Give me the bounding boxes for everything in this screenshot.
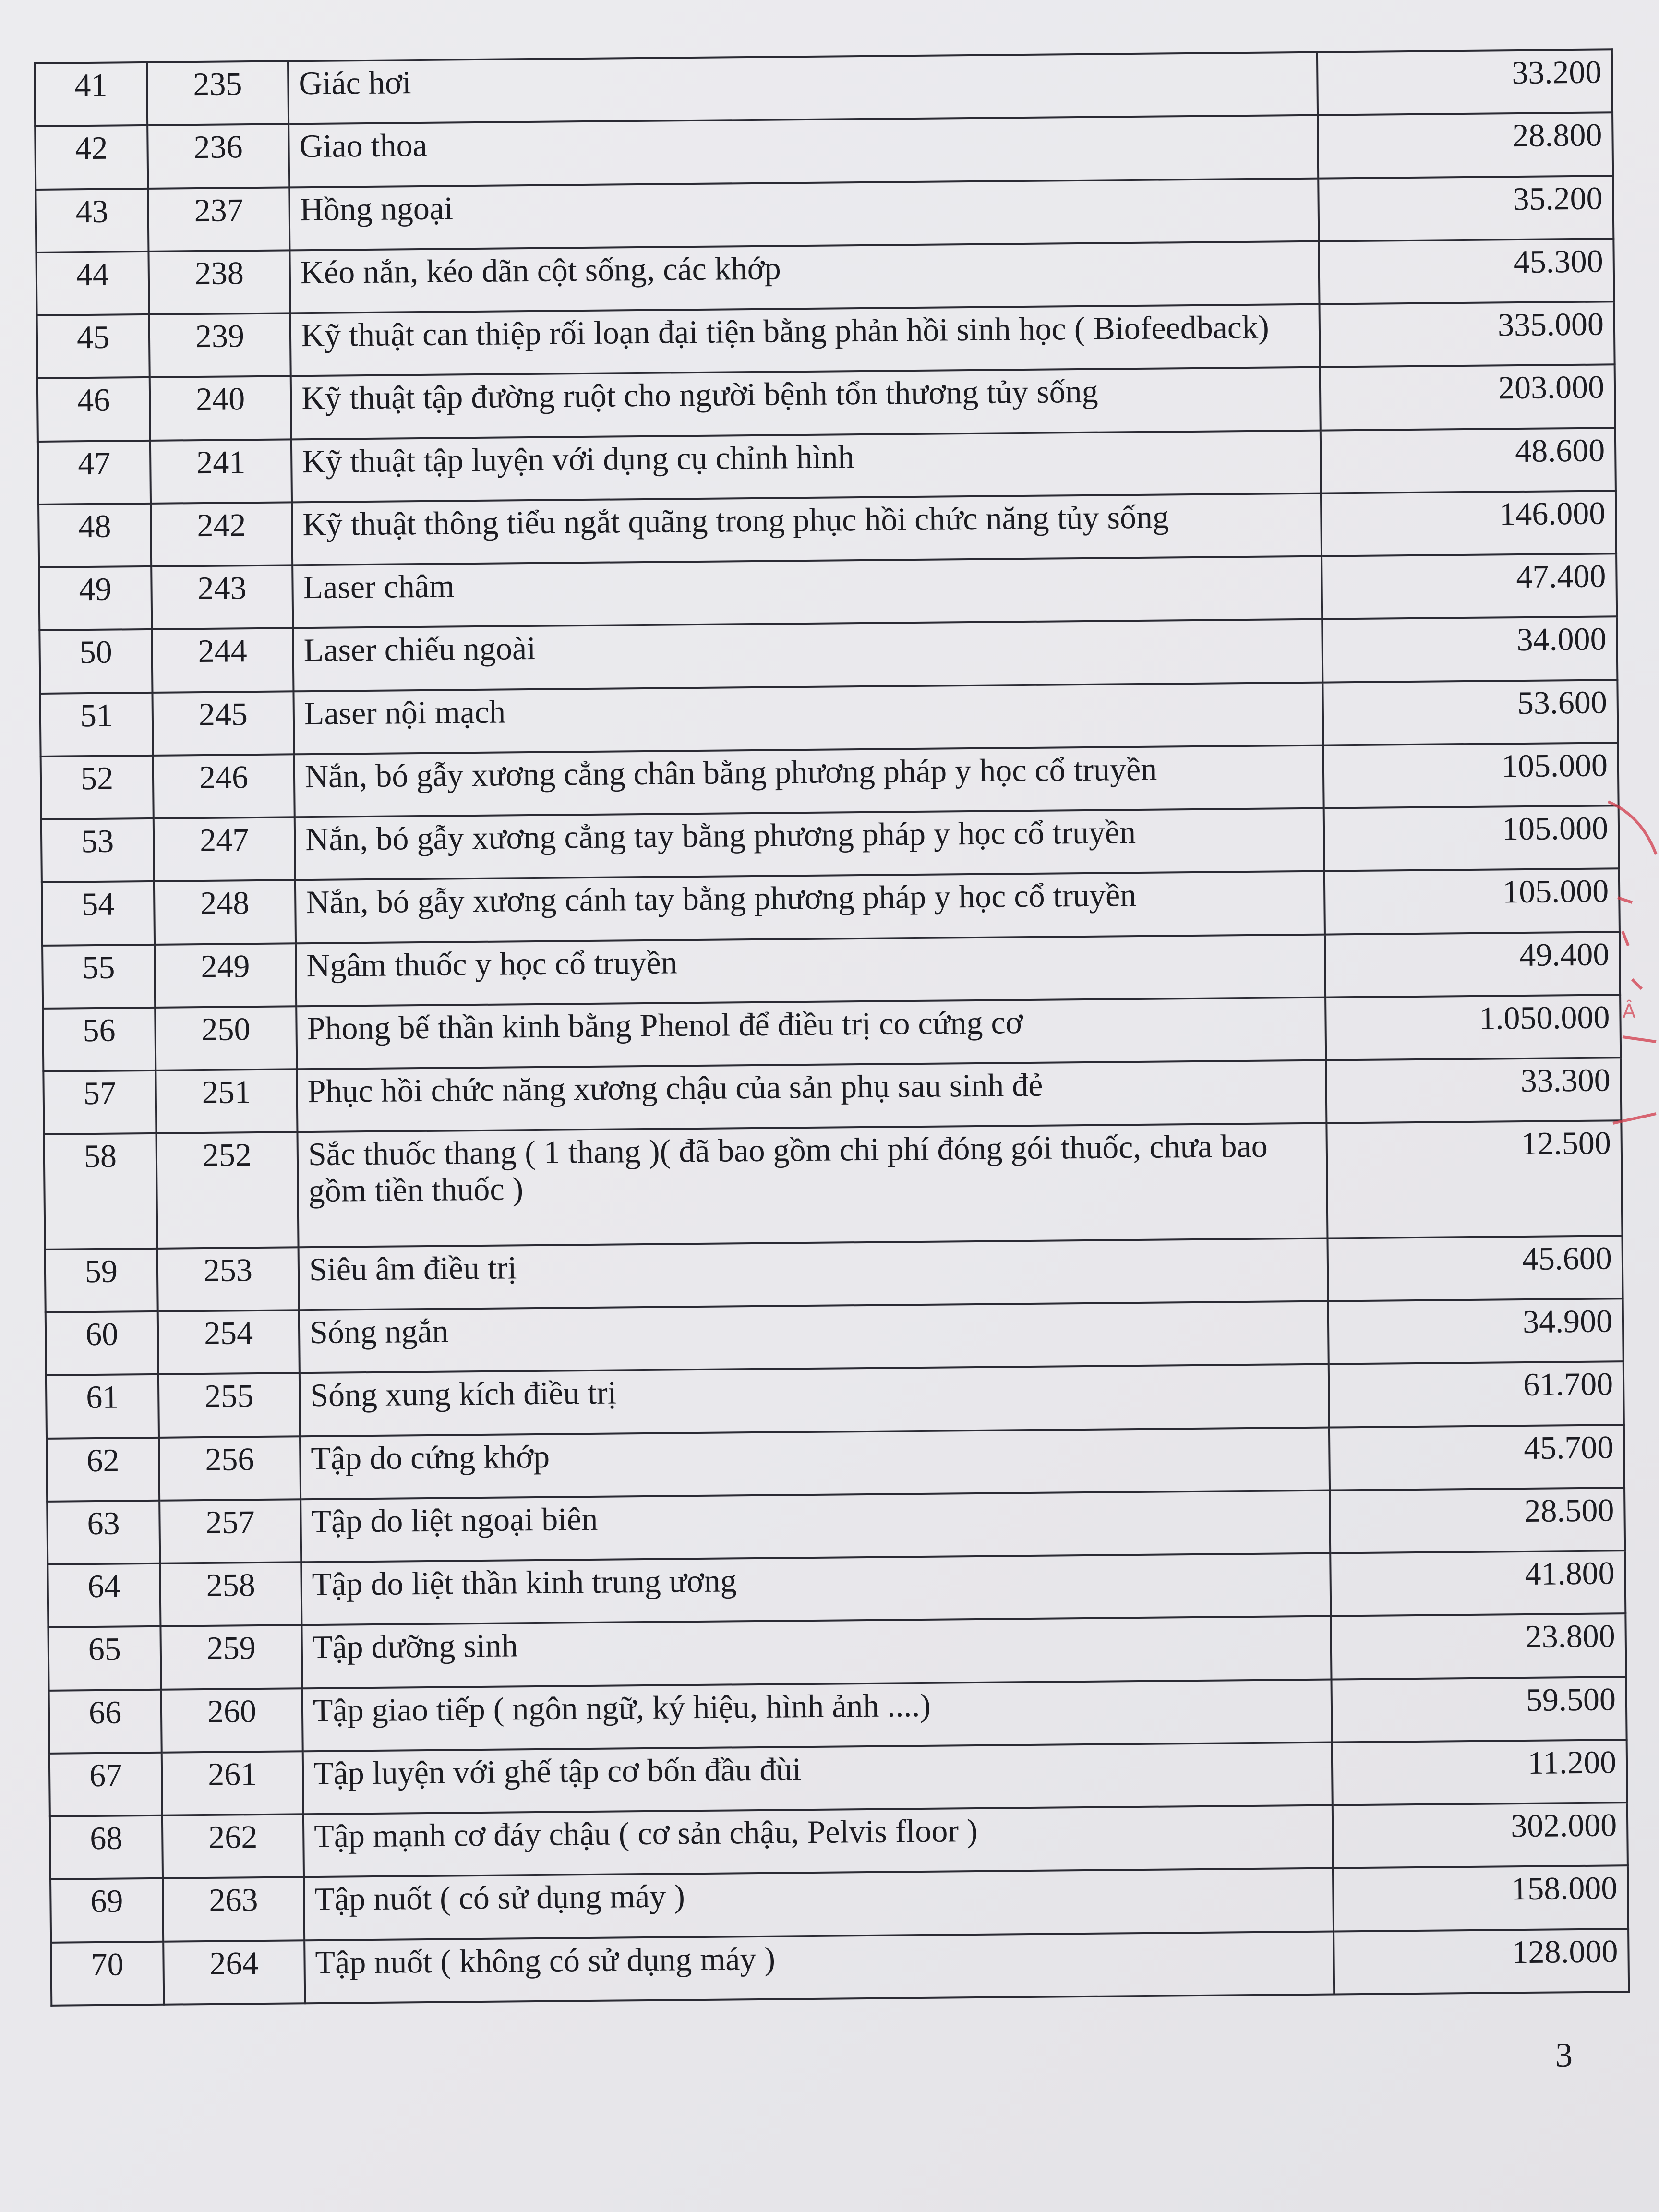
service-name-cell: Kỹ thuật tập luyện với dụng cụ chỉnh hình — [291, 430, 1321, 502]
row-number-cell: 61 — [46, 1374, 159, 1438]
service-code-cell: 254 — [158, 1310, 300, 1374]
price-cell: 158.000 — [1333, 1866, 1628, 1932]
row-number-cell: 44 — [36, 252, 149, 315]
service-code-cell: 259 — [160, 1625, 302, 1690]
price-cell: 105.000 — [1324, 868, 1620, 934]
page-number: 3 — [1555, 2036, 1573, 2074]
service-code-cell: 255 — [158, 1373, 300, 1438]
service-name-cell: Tập giao tiếp ( ngôn ngữ, ký hiệu, hình ảnh ....) — [302, 1679, 1332, 1751]
price-cell: 49.400 — [1325, 932, 1620, 998]
row-number-cell: 41 — [35, 62, 147, 126]
row-number-cell: 58 — [44, 1133, 157, 1250]
service-code-cell: 240 — [150, 376, 291, 441]
row-number-cell: 50 — [39, 629, 152, 693]
row-number-cell: 69 — [50, 1878, 163, 1942]
service-code-cell: 249 — [155, 943, 296, 1008]
service-name-cell: Phong bế thần kinh bằng Phenol để điều trị co cứng cơ — [296, 997, 1326, 1069]
service-name-cell: Sóng ngắn — [299, 1301, 1329, 1373]
service-name-cell: Tập do cứng khớp — [300, 1427, 1330, 1499]
row-number-cell: 66 — [49, 1690, 162, 1754]
row-number-cell: 56 — [43, 1008, 156, 1071]
price-cell: 47.400 — [1322, 553, 1617, 619]
service-name-cell: Tập do liệt ngoại biên — [301, 1491, 1330, 1563]
row-number-cell: 46 — [37, 377, 150, 441]
row-number-cell: 53 — [41, 818, 154, 882]
service-code-cell: 260 — [161, 1688, 303, 1753]
price-cell: 34.900 — [1328, 1298, 1623, 1364]
price-cell: 12.500 — [1326, 1120, 1622, 1238]
service-code-cell: 262 — [162, 1814, 304, 1878]
service-code-cell: 239 — [149, 313, 291, 377]
service-code-cell: 238 — [148, 250, 290, 314]
service-code-cell: 261 — [162, 1751, 303, 1815]
service-code-cell: 251 — [156, 1069, 297, 1133]
service-code-cell: 236 — [147, 124, 289, 189]
row-number-cell: 64 — [48, 1563, 160, 1627]
price-cell: 23.800 — [1331, 1614, 1626, 1680]
price-cell: 128.000 — [1334, 1929, 1629, 1995]
service-code-cell: 235 — [147, 61, 289, 125]
row-number-cell: 55 — [42, 944, 155, 1008]
table-row — [51, 1929, 1629, 2006]
service-code-cell: 237 — [148, 187, 289, 252]
price-cell: 11.200 — [1332, 1740, 1627, 1805]
service-code-cell: 241 — [150, 439, 292, 504]
service-name-cell: Kỹ thuật tập đường ruột cho người bệnh tổn thương tủy sống — [291, 367, 1321, 439]
service-code-cell: 245 — [152, 691, 294, 756]
service-code-cell: 264 — [163, 1940, 305, 2005]
service-name-cell: Siêu âm điều trị — [299, 1238, 1328, 1310]
price-cell: 45.700 — [1329, 1425, 1624, 1491]
price-cell: 28.500 — [1330, 1488, 1625, 1553]
price-cell: 45.300 — [1319, 239, 1614, 304]
price-cell: 146.000 — [1321, 491, 1616, 556]
row-number-cell: 51 — [40, 692, 153, 756]
price-cell: 105.000 — [1324, 805, 1619, 871]
service-name-cell: Nắn, bó gẫy xương cẳng chân bằng phương pháp y học cổ truyền — [294, 745, 1324, 817]
service-name-cell: Sắc thuốc thang ( 1 thang )( đã bao gồm chi phí đóng gói thuốc, chưa bao gồm tiền thuốc ) — [297, 1123, 1327, 1247]
row-number-cell: 67 — [49, 1753, 162, 1816]
service-name-cell: Tập do liệt thần kinh trung ương — [301, 1553, 1331, 1625]
price-cell: 302.000 — [1333, 1803, 1628, 1868]
price-cell: 335.000 — [1319, 301, 1614, 367]
service-code-cell: 243 — [151, 565, 293, 629]
service-name-cell: Hồng ngoại — [289, 178, 1319, 250]
service-name-cell: Kỹ thuật thông tiểu ngắt quãng trong phục hồi chức năng tủy sống — [292, 493, 1322, 565]
service-name-cell: Ngâm thuốc y học cổ truyền — [296, 934, 1325, 1006]
row-number-cell: 60 — [46, 1311, 158, 1375]
service-name-cell: Tập nuốt ( không có sử dụng máy ) — [304, 1931, 1334, 2003]
row-number-cell: 48 — [38, 504, 151, 567]
service-name-cell: Giao thoa — [289, 115, 1318, 187]
row-number-cell: 49 — [39, 566, 152, 630]
service-name-cell: Tập nuốt ( có sử dụng máy ) — [304, 1868, 1334, 1940]
row-number-cell: 54 — [42, 881, 155, 945]
price-cell: 105.000 — [1323, 743, 1619, 808]
row-number-cell: 47 — [38, 440, 151, 504]
service-name-cell: Sóng xung kích điều trị — [300, 1364, 1329, 1436]
price-cell: 28.800 — [1318, 113, 1613, 179]
service-code-cell: 246 — [153, 754, 295, 818]
service-name-cell: Kéo nắn, kéo dãn cột sống, các khớp — [289, 241, 1319, 313]
row-number-cell: 65 — [48, 1626, 161, 1690]
table-row — [44, 1120, 1622, 1249]
price-cell: 59.500 — [1331, 1677, 1626, 1743]
price-cell: 35.200 — [1318, 176, 1613, 241]
service-name-cell: Laser chiếu ngoài — [293, 619, 1322, 691]
service-code-cell: 244 — [152, 628, 293, 693]
service-name-cell: Tập mạnh cơ đáy chậu ( cơ sản chậu, Pelvis floor ) — [303, 1805, 1333, 1877]
fee-table-body — [35, 49, 1629, 2006]
row-number-cell: 59 — [45, 1249, 158, 1312]
service-name-cell: Nắn, bó gẫy xương cánh tay bằng phương pháp y học cổ truyền — [295, 871, 1325, 943]
price-cell: 33.300 — [1326, 1058, 1621, 1123]
service-code-cell: 247 — [154, 817, 295, 881]
service-name-cell: Giác hơi — [288, 52, 1318, 124]
table-sheet — [34, 48, 1630, 2007]
price-cell: 45.600 — [1327, 1236, 1623, 1301]
service-name-cell: Laser châm — [292, 556, 1322, 628]
service-code-cell: 253 — [157, 1247, 299, 1311]
price-cell: 33.200 — [1317, 49, 1612, 115]
service-name-cell: Phục hồi chức năng xương chậu của sản phụ sau sinh đẻ — [297, 1060, 1326, 1132]
service-name-cell: Tập luyện với ghế tập cơ bốn đầu đùi — [303, 1742, 1333, 1814]
service-code-cell: 252 — [156, 1132, 298, 1249]
price-cell: 53.600 — [1322, 680, 1618, 745]
row-number-cell: 63 — [47, 1501, 160, 1564]
row-number-cell: 62 — [47, 1438, 159, 1502]
service-name-cell: Nắn, bó gẫy xương cẳng tay bằng phương pháp y học cổ truyền — [295, 808, 1324, 880]
price-cell: 41.800 — [1330, 1551, 1625, 1616]
row-number-cell: 68 — [50, 1815, 163, 1879]
service-code-cell: 250 — [155, 1006, 297, 1070]
price-cell: 61.700 — [1329, 1362, 1624, 1428]
service-name-cell: Kỹ thuật can thiệp rối loạn đại tiện bằng phản hồi sinh học ( Biofeedback) — [290, 304, 1320, 376]
service-code-cell: 257 — [159, 1499, 301, 1563]
svg-text:Â: Â — [1623, 1000, 1636, 1022]
price-cell: 48.600 — [1321, 428, 1616, 493]
row-number-cell: 57 — [43, 1070, 156, 1134]
fee-table — [34, 48, 1630, 2007]
price-cell: 34.000 — [1322, 617, 1617, 683]
service-code-cell: 263 — [163, 1877, 304, 1942]
service-name-cell: Tập dưỡng sinh — [301, 1616, 1331, 1688]
service-name-cell: Laser nội mạch — [293, 682, 1323, 754]
row-number-cell: 70 — [51, 1941, 164, 2005]
row-number-cell: 52 — [41, 756, 154, 819]
service-code-cell: 248 — [154, 880, 296, 945]
price-cell: 203.000 — [1320, 365, 1615, 431]
row-number-cell: 43 — [36, 188, 148, 252]
row-number-cell: 45 — [37, 314, 150, 378]
service-code-cell: 258 — [160, 1562, 301, 1626]
service-code-cell: 256 — [159, 1436, 301, 1501]
price-cell: 1.050.000 — [1325, 995, 1621, 1060]
row-number-cell: 42 — [35, 125, 148, 189]
service-code-cell: 242 — [151, 502, 292, 566]
